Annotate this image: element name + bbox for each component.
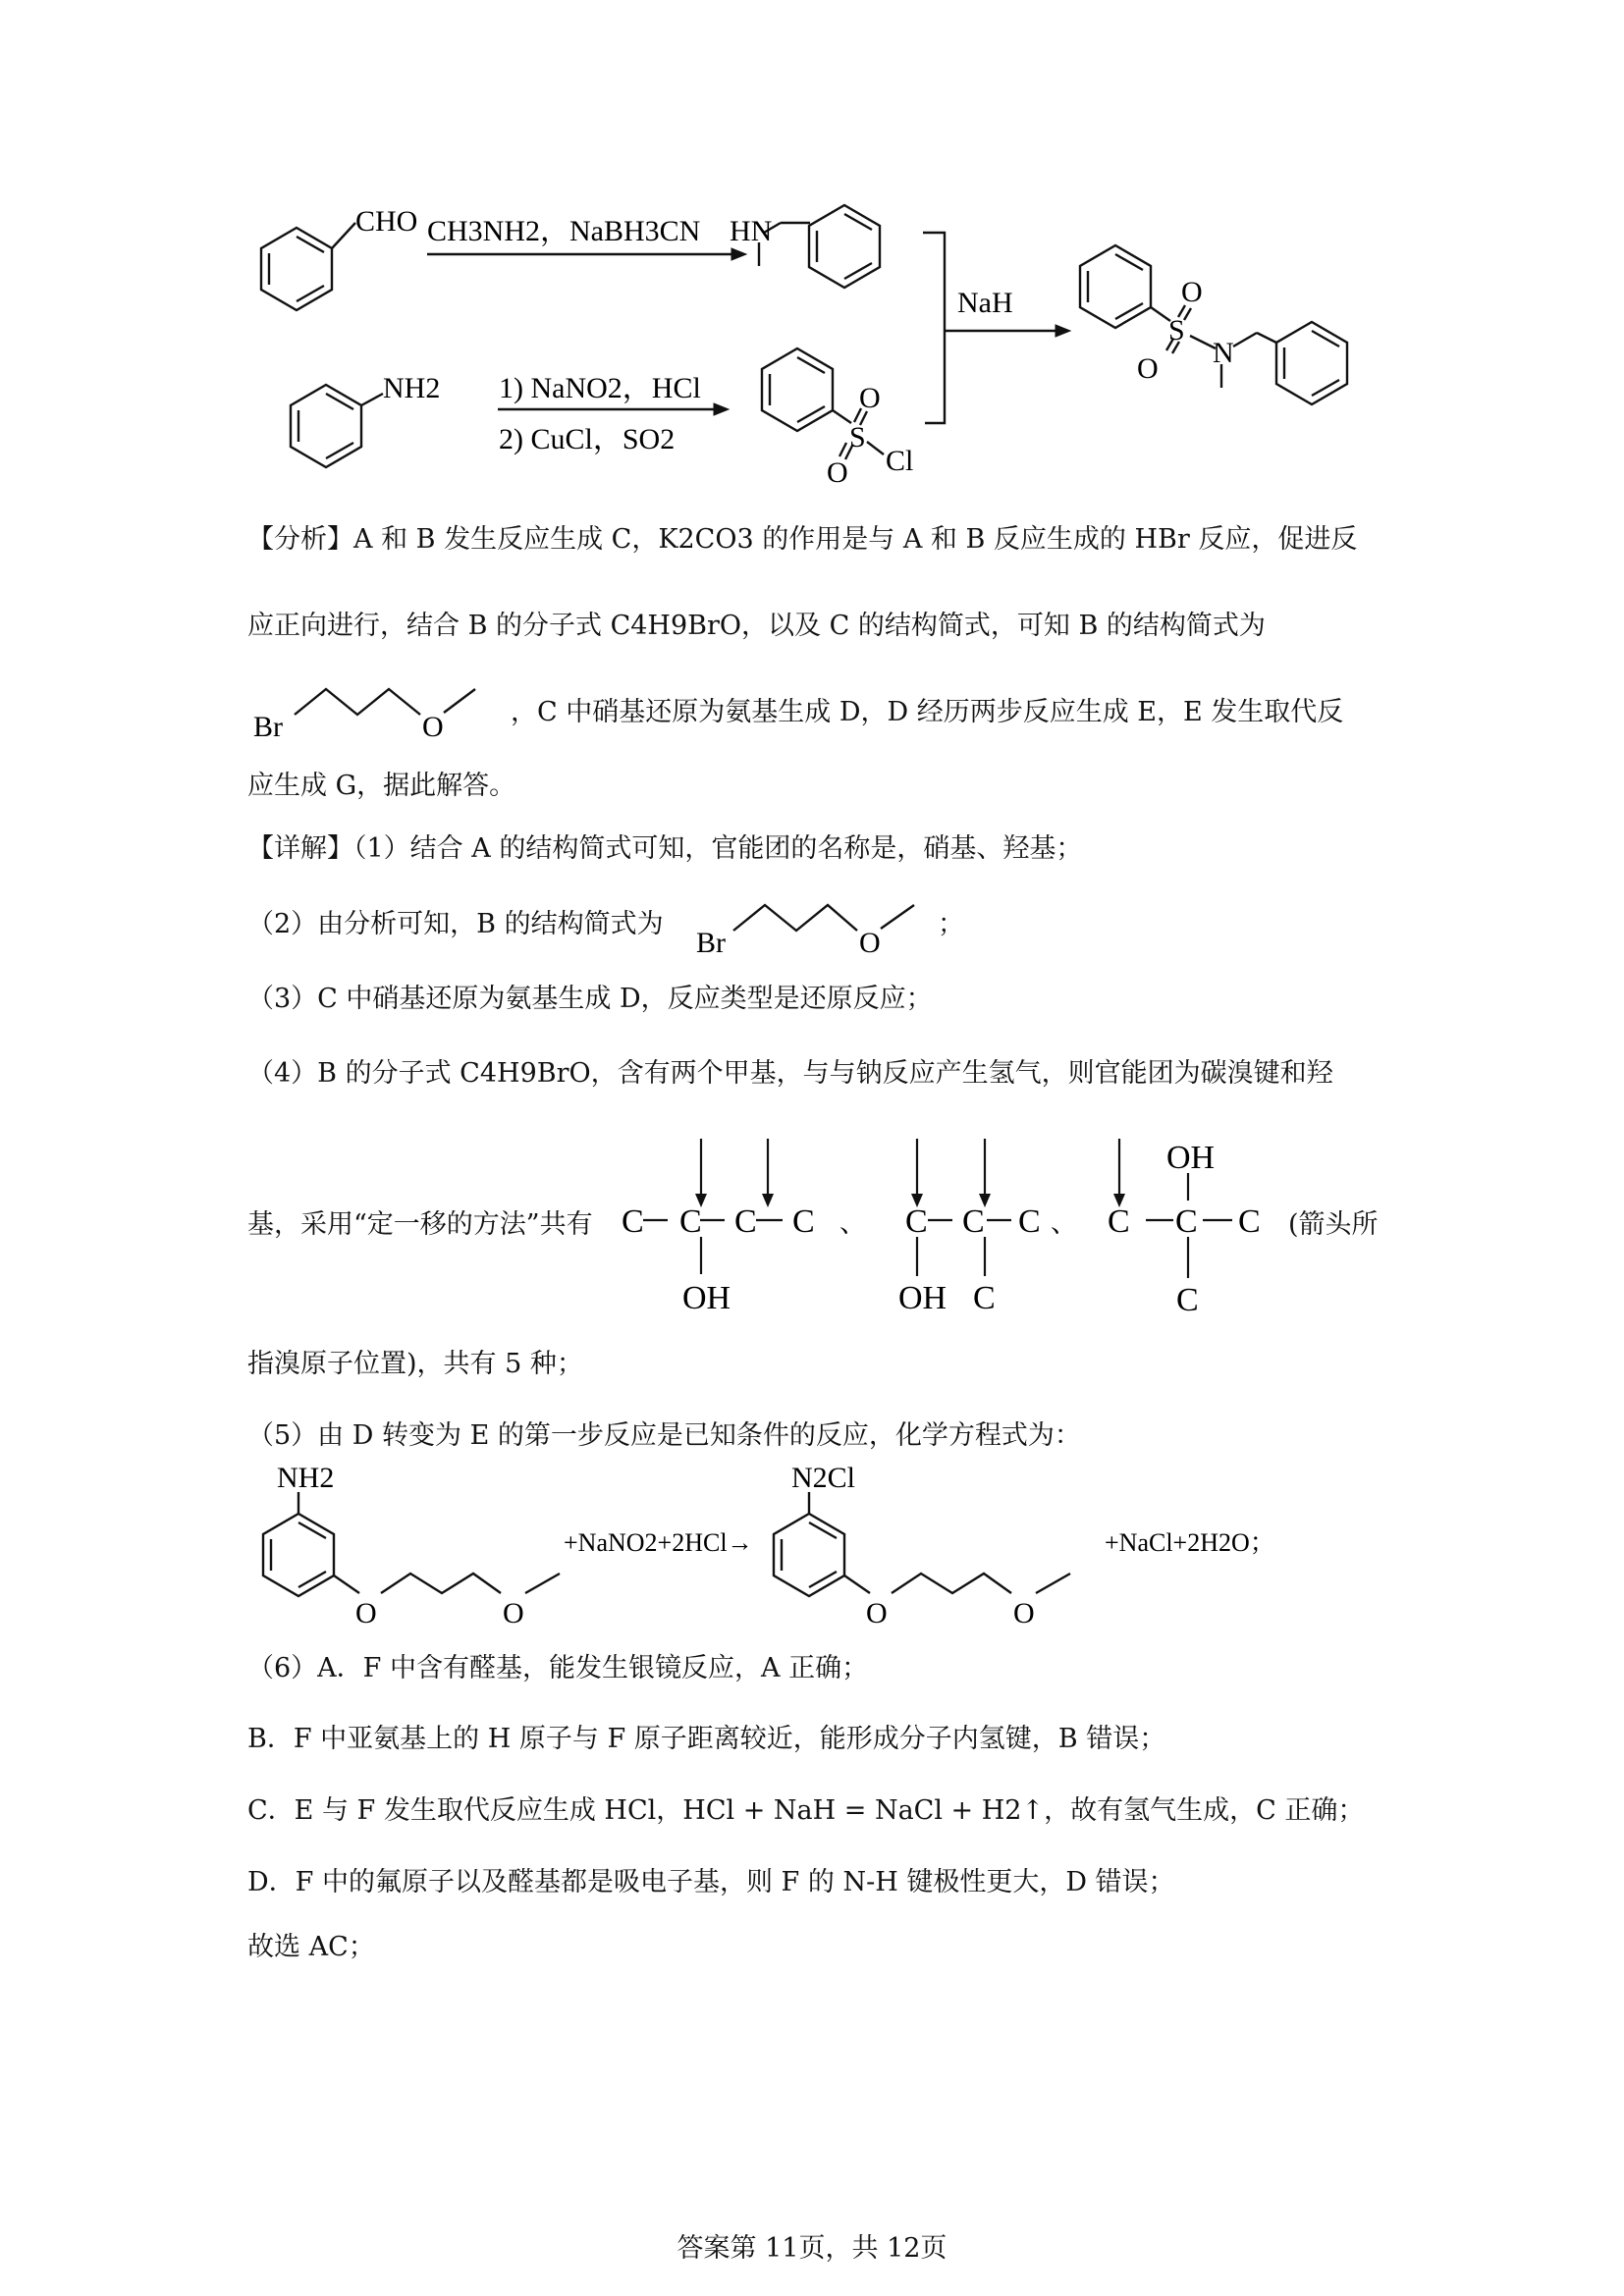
detail-q6c: C．E 与 F 发生取代反应生成 HCl，HCl + NaH = NaCl + H2↑，故有氢气生成，C 正确； — [247, 1795, 1365, 1826]
analysis-line-2: 应正向进行，结合 B 的分子式 C4H9BrO，以及 C 的结构简式，可知 B 的结构简式为 — [247, 611, 1266, 641]
isomer-structures — [614, 1129, 1301, 1330]
detail-q5: （5）由 D 转变为 E 的第一步反应是已知条件的反应，化学方程式为： — [247, 1420, 1081, 1451]
aniline-ring — [291, 385, 361, 467]
iso3-oh: OH — [1166, 1140, 1216, 1176]
b2-o-label: O — [859, 927, 881, 959]
product-n2cl: N2Cl — [791, 1462, 856, 1494]
product-o2: O — [1013, 1597, 1035, 1629]
equation-reagents: +NaNO2+2HCl→ — [564, 1528, 753, 1557]
iso1-c2: C — [679, 1203, 702, 1240]
isomer-sep-2: 、 — [1051, 1208, 1077, 1238]
iso1-c1: C — [622, 1203, 644, 1240]
detail-q4-line1: （4）B 的分子式 C4H9BrO，含有两个甲基，与与钠反应产生氢气，则官能团为碳溴键和羟 — [247, 1058, 1333, 1089]
detail-tag: 【详解】 — [247, 833, 353, 864]
detail-q4-prefix: 基，采用“定一移的方法”共有 — [247, 1209, 593, 1240]
detail-q6d: D．F 中的氟原子以及醛基都是吸电子基，则 F 的 N-H 键极性更大，D 错误； — [247, 1867, 1175, 1897]
product-s: S — [1168, 314, 1185, 347]
detail-line-1 — [247, 829, 1082, 869]
reactant-ring — [263, 1514, 334, 1596]
reaction-scheme — [236, 191, 1414, 506]
product-o-top: O — [1181, 276, 1203, 308]
sulfonyl-o-bottom: O — [827, 456, 848, 489]
step2-reagent2: 2) CuCl，SO2 — [499, 423, 676, 455]
page-footer: 答案第 11页，共 12页 — [677, 2233, 947, 2264]
product-n: N — [1213, 337, 1234, 369]
aldehyde-label: CHO — [355, 205, 418, 238]
reactant-nh2: NH2 — [277, 1462, 335, 1494]
sulfonyl-o-top: O — [859, 382, 881, 414]
isomer-sep-1: 、 — [839, 1208, 866, 1238]
b-structure-analysis — [247, 675, 483, 754]
iso1-c4: C — [792, 1203, 815, 1240]
iso2-c3: C — [1018, 1203, 1041, 1240]
analysis-tag: 【分析】 — [247, 524, 353, 555]
iso3-c3: C — [1238, 1203, 1261, 1240]
iso3-c1: C — [1108, 1203, 1130, 1240]
detail-q6a: （6）A．F 中含有醛基，能发生银镜反应，A 正确； — [247, 1653, 869, 1683]
iso3-c2: C — [1175, 1203, 1198, 1240]
b-br-label: Br — [253, 711, 283, 743]
amine-label: HN — [730, 215, 773, 247]
reactant-o1: O — [355, 1597, 377, 1629]
detail-q1: （1）结合 A 的结构简式可知，官能团的名称是，硝基、羟基； — [353, 833, 1083, 864]
iso1-oh: OH — [682, 1280, 731, 1316]
iso2-oh: OH — [898, 1280, 947, 1316]
iso1-c3: C — [734, 1203, 757, 1240]
reactant-o2: O — [503, 1597, 524, 1629]
analysis-text-1: A 和 B 发生反应生成 C，K2CO3 的作用是与 A 和 B 反应生成的 HBr 反应，促进反 — [353, 524, 1358, 555]
sulfonyl-s: S — [849, 421, 866, 454]
equation-products: +NaCl+2H2O； — [1105, 1528, 1275, 1557]
detail-q3: （3）C 中硝基还原为氨基生成 D，反应类型是还原反应； — [247, 984, 933, 1014]
detail-q6b: B．F 中亚氨基上的 H 原子与 F 原子距离较近，能形成分子内氢键，B 错误； — [247, 1724, 1166, 1754]
detail-q2-suffix: ； — [938, 909, 964, 939]
aniline-label: NH2 — [383, 372, 441, 404]
equation-5 — [236, 1458, 1414, 1639]
sulfonyl-ring — [762, 348, 833, 431]
product-o1: O — [866, 1597, 888, 1629]
b-structure-detail — [692, 891, 928, 970]
iso2-c2: C — [962, 1203, 985, 1240]
analysis-line-4: 应生成 G，据此解答。 — [247, 771, 516, 801]
iso3-c4: C — [1176, 1282, 1199, 1318]
benzylamine-ring — [809, 205, 880, 288]
b-o-label: O — [422, 711, 444, 743]
step1-reagents: CH3NH2，NaBH3CN — [427, 215, 701, 247]
iso2-c1: C — [905, 1203, 928, 1240]
coupling-reagent: NaH — [957, 287, 1013, 319]
iso2-c4: C — [973, 1280, 996, 1316]
benzaldehyde-ring — [261, 228, 332, 310]
product-ring — [774, 1514, 844, 1596]
product-o-bottom: O — [1137, 352, 1159, 385]
detail-q4-line3: 指溴原子位置)，共有 5 种； — [247, 1349, 583, 1379]
sulfonyl-cl: Cl — [886, 445, 914, 477]
detail-q6e: 故选 AC； — [247, 1932, 375, 1962]
product-phenyl-ring — [1080, 245, 1151, 328]
detail-q4-suffix: (箭头所 — [1288, 1209, 1379, 1240]
detail-q2-prefix: （2）由分析可知，B 的结构简式为 — [247, 909, 664, 939]
analysis-line-3: ，C 中硝基还原为氨基生成 D，D 经历两步反应生成 E，E 发生取代反 — [511, 697, 1344, 727]
b2-br-label: Br — [696, 927, 726, 959]
analysis-line-1 — [247, 520, 1357, 560]
step2-reagent1: 1) NaNO2，HCl — [499, 372, 701, 404]
product-benzyl-ring — [1276, 322, 1347, 404]
